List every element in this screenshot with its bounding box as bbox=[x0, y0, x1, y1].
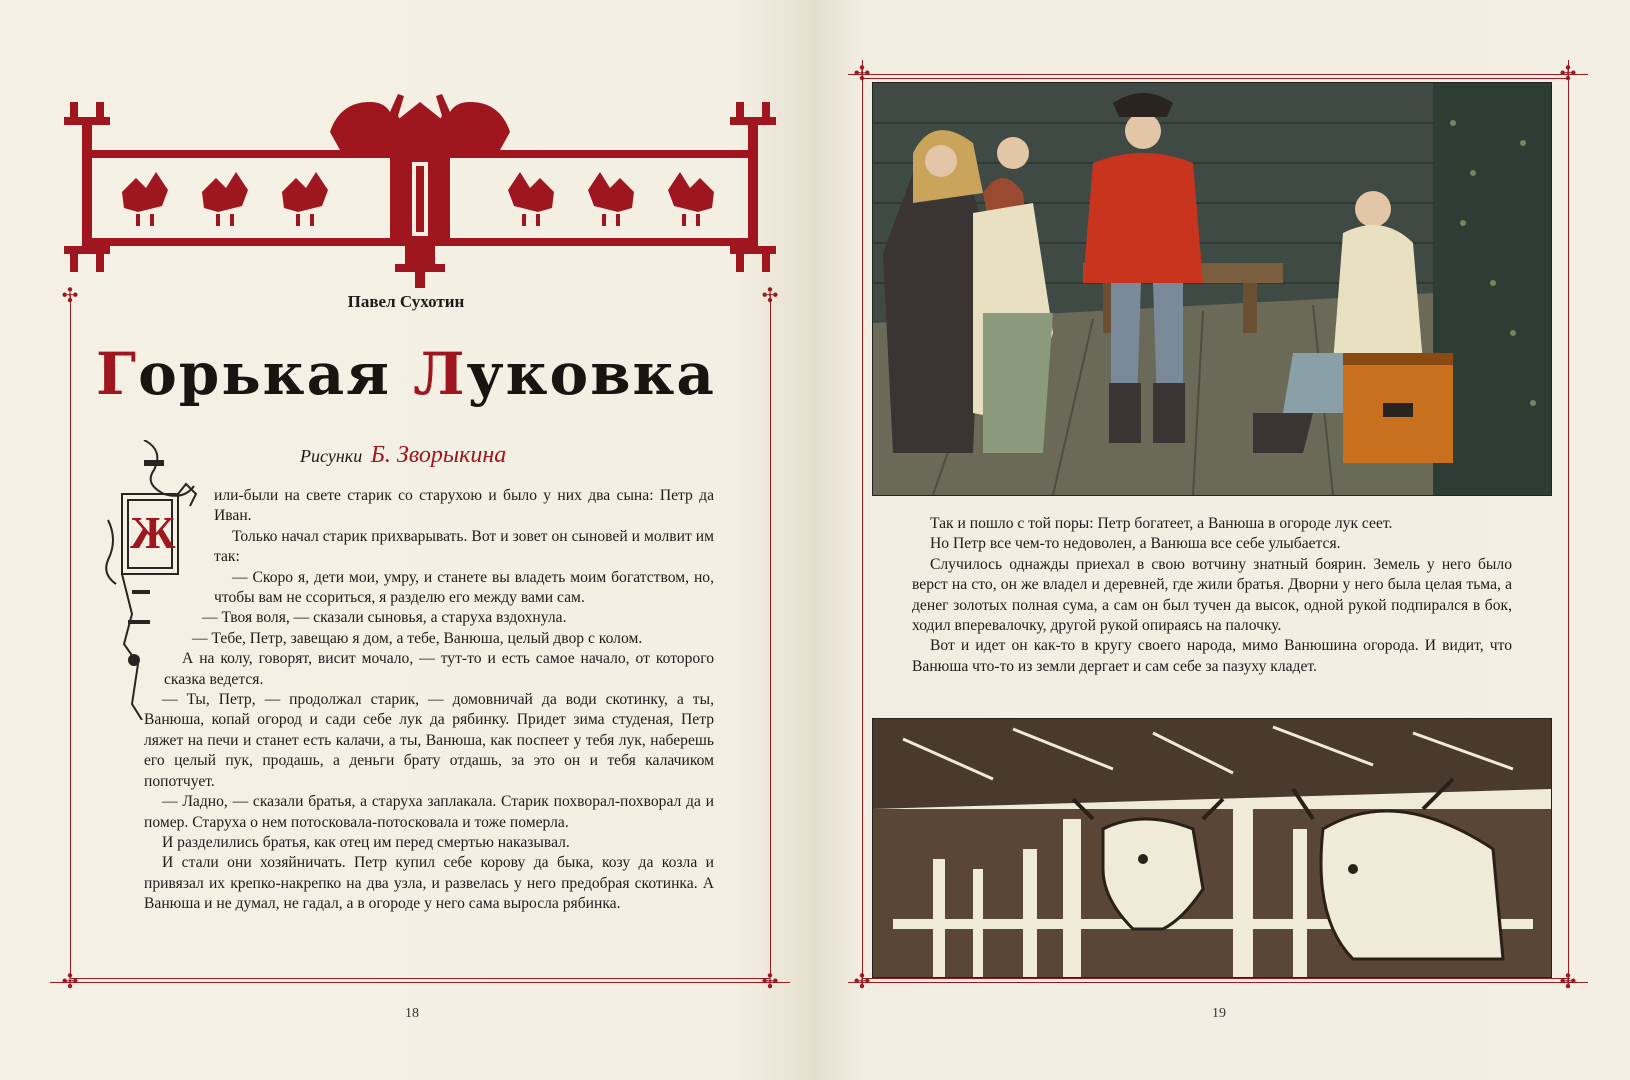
corner-cross-icon: ✣ bbox=[761, 285, 779, 307]
embroidery-ornament bbox=[60, 62, 780, 292]
paragraph: И разделились братья, как отец им перед смертью наказывал. bbox=[162, 833, 570, 851]
title-part-2: уковка bbox=[466, 340, 716, 408]
corner-cross-icon: ✣ bbox=[61, 285, 79, 307]
corner-cross-icon: ✣ bbox=[853, 63, 871, 85]
paragraph: — Скоро я, дети мои, умру, и станете вы владеть моим богатством, но, чтобы вам не ссориться, я разделю его между вами сам. bbox=[214, 568, 714, 607]
paragraph: или-были на свете старик со старухою и было у них два сына: Петр да Иван. bbox=[214, 487, 714, 525]
right-frame-top bbox=[848, 74, 1588, 75]
page-number-right: 19 bbox=[1212, 1006, 1226, 1021]
illustration-barn-cattle bbox=[872, 718, 1552, 978]
corner-cross-icon: ✣ bbox=[761, 971, 779, 993]
illustrators-credit bbox=[300, 442, 506, 469]
right-frame-bottom-2 bbox=[862, 978, 1570, 979]
author-name: Павел Сухотин bbox=[347, 292, 465, 311]
corner-cross-icon: ✣ bbox=[1559, 971, 1577, 993]
right-frame-top-2 bbox=[862, 78, 1570, 79]
paragraph: Случилось однажды приехал в свою вотчину знатный боярин. Земель у него было верст на сто, он же владел и деревней, где жили братья. Дворни у него была целая тьма, а денег золотых полная сума, а сам он был тучен да высок, одной рукой подпирался в бок, ходил вперевалочку, другой рукой опираясь на палочку. bbox=[912, 555, 1512, 635]
illustrators-name: Б. Зворыкина bbox=[370, 442, 507, 468]
family-scene-image bbox=[873, 83, 1551, 495]
title-initial-2: Л bbox=[413, 340, 467, 408]
right-frame-left bbox=[862, 60, 863, 986]
right-frame-bottom bbox=[848, 982, 1588, 983]
story-title bbox=[0, 340, 812, 408]
title-initial-1: Г bbox=[96, 340, 139, 408]
paragraph: Так и пошло с той поры: Петр богатеет, а Ванюша в огороде лук сеет. bbox=[930, 515, 1393, 532]
title-part-1: орькая bbox=[138, 340, 414, 408]
paragraph: А на колу, говорят, висит мочало, — тут-то и есть самое начало, от которого сказка ведется. bbox=[164, 650, 714, 688]
paragraph: Вот и идет он как-то в кругу своего народа, мимо Ванюшина огорода. И видит, что Ванюша что-то из земли дергает и сам себе за пазуху кладет. bbox=[912, 637, 1512, 675]
illustration-family-scene bbox=[872, 82, 1552, 496]
paragraph: — Твоя воля, — сказали сыновья, а старуха вздохнула. bbox=[202, 609, 567, 627]
paragraph: — Ладно, — сказали братья, а старуха заплакала. Старик похворал-похворал да и помер. Старуха о нем потосковала-потосковала и тоже померла. bbox=[144, 793, 714, 831]
corner-cross-icon: ✣ bbox=[1559, 63, 1577, 85]
left-frame-bottom-2 bbox=[70, 978, 770, 979]
right-body-text bbox=[912, 514, 1512, 677]
paragraph: И стали они хозяйничать. Петр купил себе корову да быка, козу да козла и привязал их крепко-накрепко на два узла, и развелась у него предобрая скотинка. А Ванюша и не думал, не гадал, а в огороде у него сама выросла рябинка. bbox=[144, 854, 714, 913]
page-number-left: 18 bbox=[405, 1006, 419, 1021]
dropcap-letter: Ж bbox=[130, 507, 176, 558]
left-page bbox=[0, 0, 812, 1080]
corner-cross-icon: ✣ bbox=[61, 971, 79, 993]
corner-cross-icon: ✣ bbox=[853, 971, 871, 993]
paragraph: Только начал старик прихварывать. Вот и зовет он сыновей и молвит им так: bbox=[214, 527, 714, 566]
left-frame-bottom bbox=[50, 982, 790, 983]
right-frame-right bbox=[1568, 60, 1569, 986]
illustrators-label: Рисунки bbox=[300, 446, 363, 466]
paragraph: — Тебе, Петр, завещаю я дом, а тебе, Ванюша, целый двор с колом. bbox=[192, 629, 643, 647]
barn-cattle-image bbox=[873, 719, 1551, 977]
paragraph: Но Петр все чем-то недоволен, а Ванюша все себе улыбается. bbox=[930, 535, 1341, 553]
left-body-text bbox=[144, 486, 714, 915]
paragraph: — Ты, Петр, — продолжал старик, — домовничай да води скотинку, а ты, Ванюша, копай огород и сади себе лук да рябинку. Придет зима студеная, Петр ляжет на печи и станет есть калачи, а ты, Ванюша, как поспеет у тебя лук, наберешь его целый пук, продашь, а деньги брату отдашь, за это он и тебя калачиком попотчует. bbox=[144, 691, 714, 790]
